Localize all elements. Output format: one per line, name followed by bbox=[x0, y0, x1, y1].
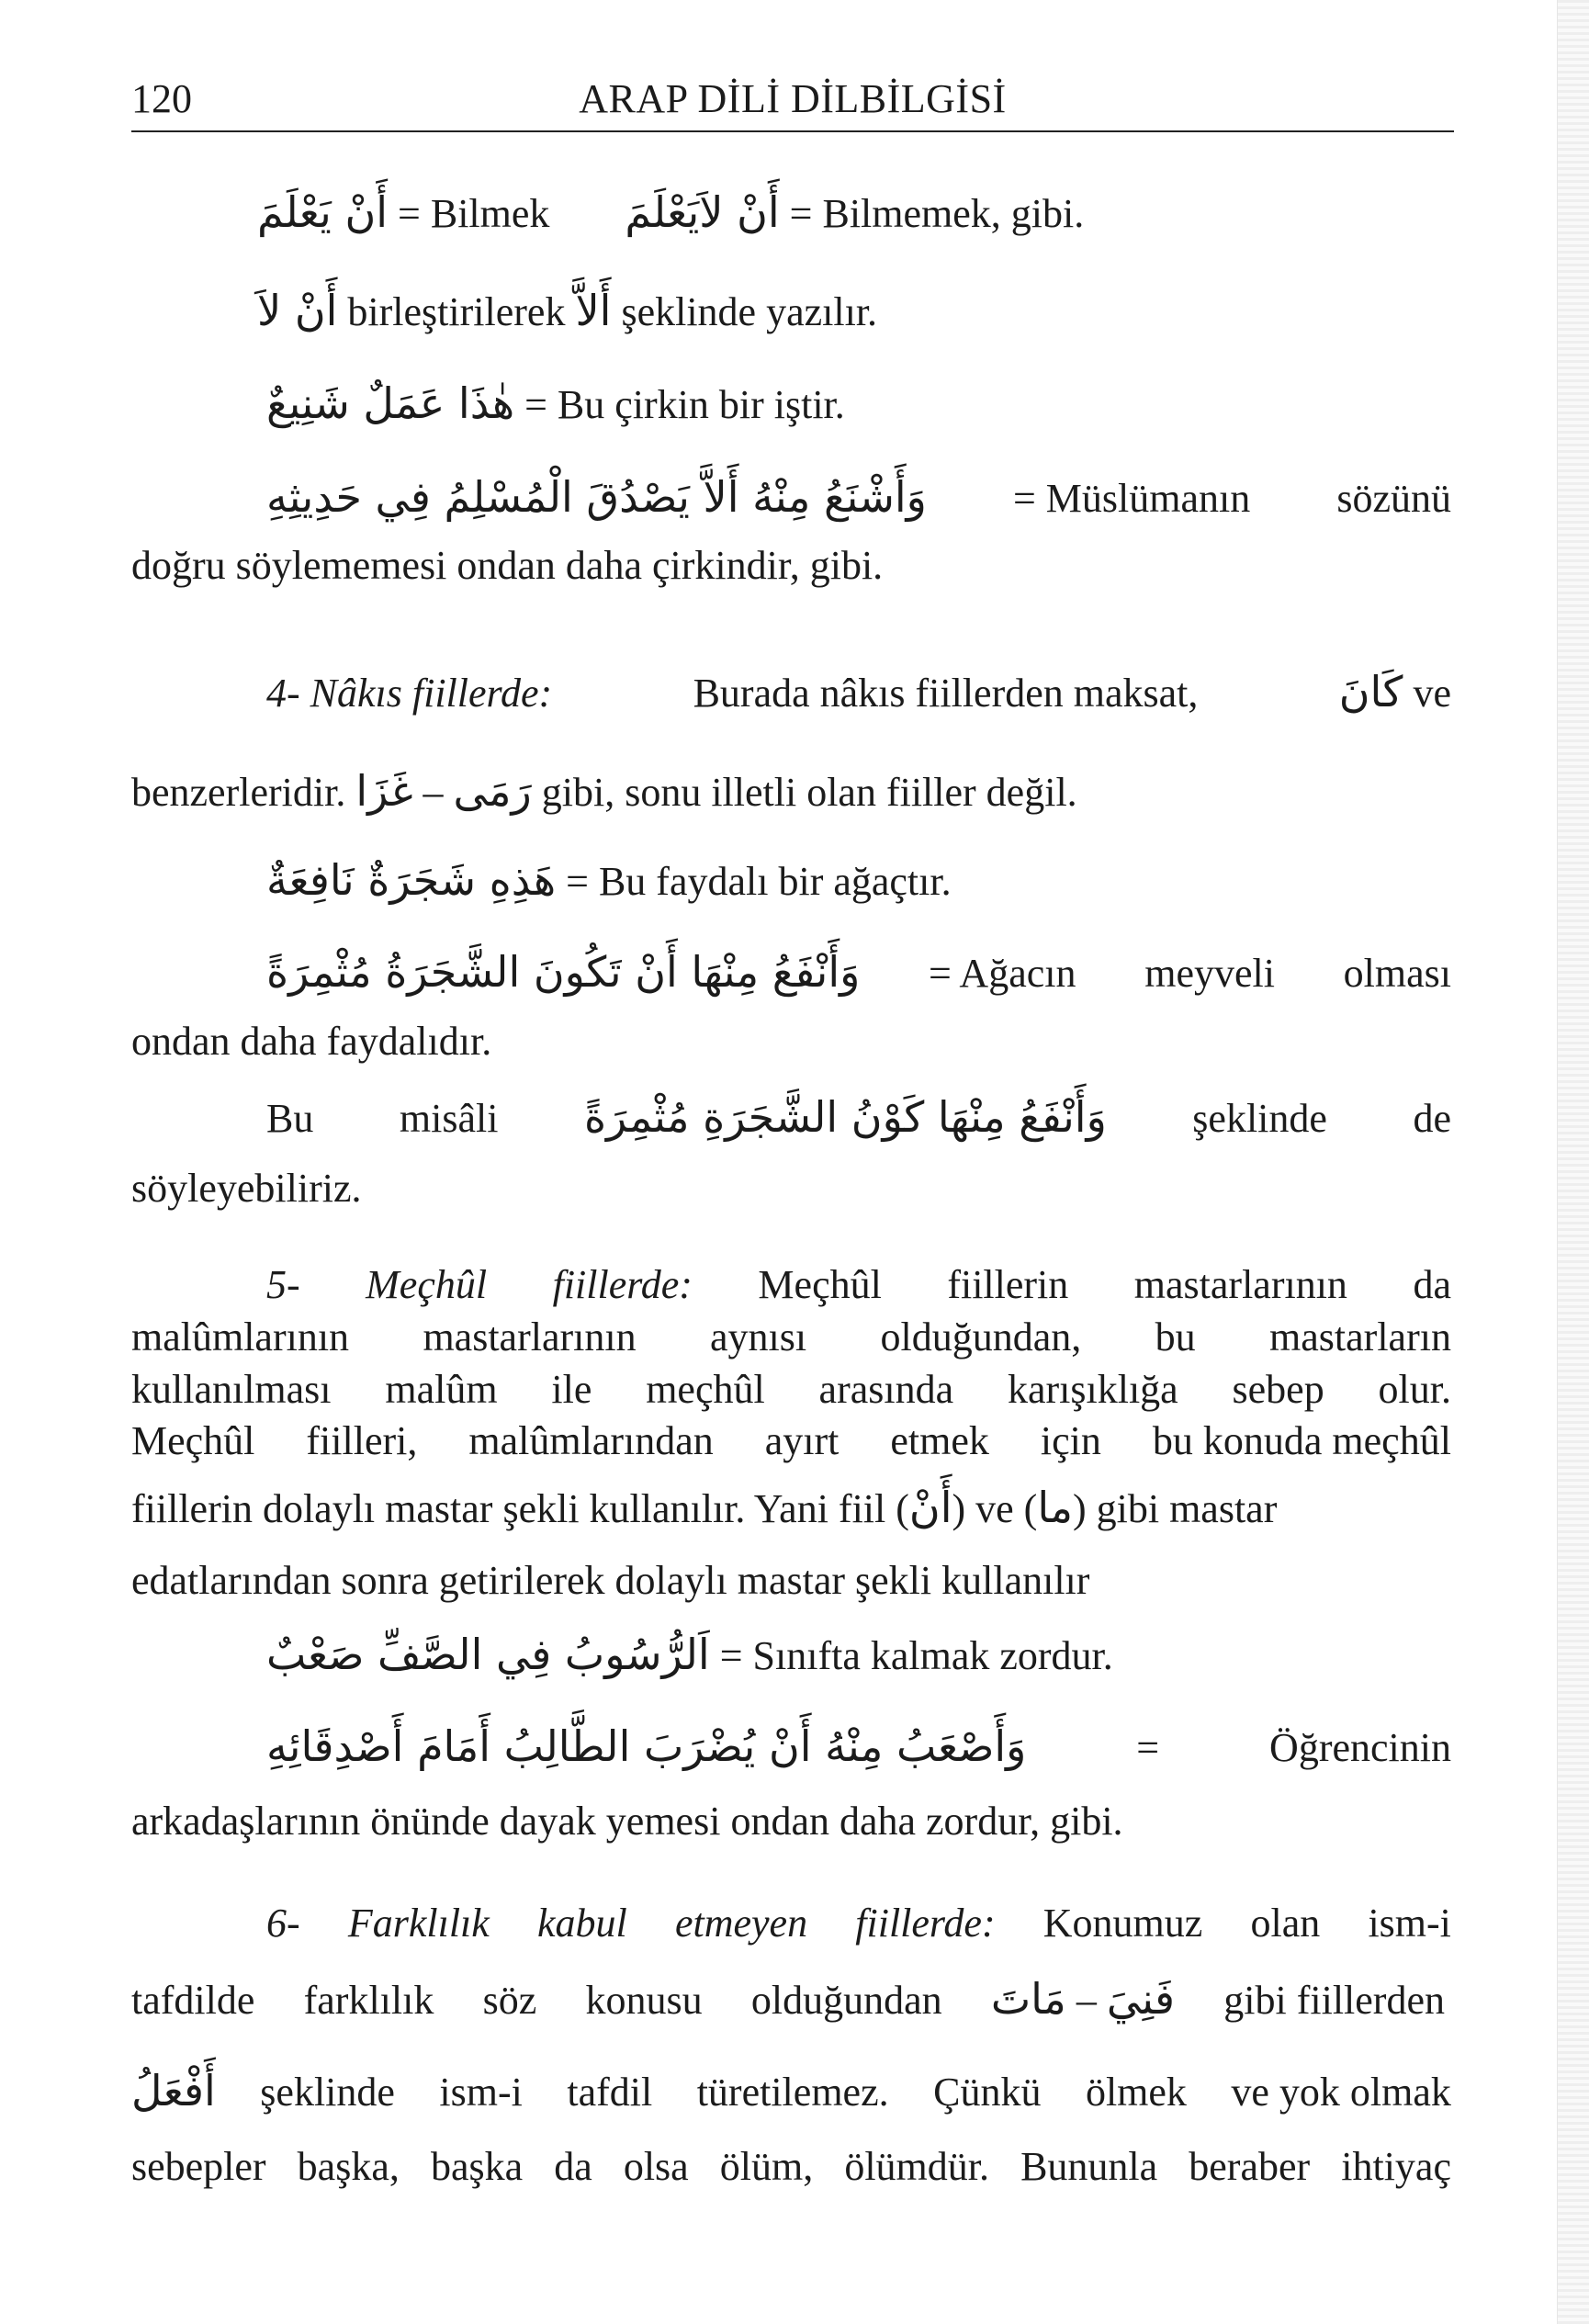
text: meyveli bbox=[1144, 951, 1275, 996]
text-line bbox=[266, 1900, 1451, 1947]
text: birleştirilerek bbox=[347, 289, 566, 334]
text: ism-i bbox=[439, 2070, 523, 2115]
text: benzerleridir. bbox=[131, 770, 346, 815]
text-line bbox=[266, 668, 1451, 717]
arabic-word: أَفْعَلُ bbox=[131, 2066, 216, 2115]
text: mastarların bbox=[1269, 1314, 1451, 1359]
text: tafdil bbox=[567, 2070, 653, 2115]
text: kullanılması bbox=[131, 1367, 332, 1412]
text: ve yok olmak bbox=[1231, 2070, 1451, 2115]
text-line bbox=[266, 1722, 1451, 1772]
text-line bbox=[257, 287, 877, 336]
text: – bbox=[423, 770, 444, 815]
section-heading: 4- Nâkıs fiillerde: bbox=[266, 671, 553, 716]
text: sözünü bbox=[1336, 476, 1451, 521]
section-heading: fiillerde: bbox=[855, 1901, 996, 1946]
text: olsa bbox=[623, 2144, 689, 2189]
text: Bu bbox=[266, 1096, 314, 1141]
arabic-phrase: أَنْ لاَ bbox=[257, 286, 338, 335]
text: olan bbox=[1250, 1901, 1321, 1946]
arabic-phrase: أَنْ لاَيَعْلَمَ bbox=[625, 187, 780, 237]
text: = Bilmek bbox=[398, 191, 550, 236]
arabic-phrase: وَأَشْنَعُ مِنْهُ أَلاَّ يَصْدُقَ الْمُسْلِمُ فِي حَدِيثِهِ bbox=[266, 472, 927, 522]
text-line bbox=[131, 2143, 1451, 2191]
text: konusu bbox=[585, 1978, 703, 2023]
text: ) ve ( bbox=[952, 1486, 1038, 1531]
text-line bbox=[131, 1314, 1451, 1361]
text: ölmek bbox=[1085, 2070, 1187, 2115]
text: Bununla bbox=[1020, 2144, 1158, 2189]
text-line: edatlarından sonra getirilerek dolaylı mastar şekli kullanılır bbox=[131, 1558, 1090, 1603]
page-edge bbox=[1557, 0, 1589, 2324]
text: ) gibi mastar bbox=[1072, 1486, 1278, 1531]
text: bu bbox=[1155, 1314, 1196, 1359]
arabic-word: كَانَ bbox=[1338, 667, 1403, 716]
text: ile bbox=[551, 1367, 592, 1412]
text: sebep bbox=[1232, 1367, 1324, 1412]
section-heading: fiillerde: bbox=[552, 1262, 693, 1307]
text: gibi, sonu illetli olan fiiller değil. bbox=[541, 770, 1077, 815]
text-line bbox=[266, 1093, 1451, 1143]
text: Öğrencinin bbox=[1269, 1725, 1451, 1770]
text: = Bu faydalı bir ağaçtır. bbox=[566, 859, 952, 904]
text: türetilemez. bbox=[696, 2070, 889, 2115]
text: olması bbox=[1343, 951, 1451, 996]
arabic-phrase: وَأَصْعَبُ مِنْهُ أَنْ يُضْرَبَ الطَّالِبُ أَمَامَ أَصْدِقَائِهِ bbox=[266, 1721, 1027, 1771]
text: da bbox=[554, 2144, 592, 2189]
section-heading: Meçhûl bbox=[366, 1262, 488, 1307]
text: = Bilmemek, gibi. bbox=[789, 191, 1085, 236]
arabic-word: ما bbox=[1037, 1483, 1073, 1532]
text: Meçhûl bbox=[758, 1262, 882, 1307]
text: beraber bbox=[1189, 2144, 1311, 2189]
text: başka bbox=[430, 2144, 524, 2189]
text-line: doğru söylememesi ondan daha çirkindir, gibi. bbox=[131, 543, 884, 588]
text: = Ağacın bbox=[929, 951, 1076, 996]
text: olduğundan bbox=[750, 1978, 942, 2023]
arabic-word: غَزَا bbox=[355, 766, 413, 816]
text-line bbox=[131, 767, 1077, 817]
text: = bbox=[1136, 1725, 1160, 1770]
text-line bbox=[266, 379, 845, 429]
text-line bbox=[131, 2067, 1451, 2116]
text: şeklinde bbox=[1192, 1096, 1327, 1141]
text-line bbox=[131, 1484, 1277, 1533]
text: malûmlarından bbox=[468, 1418, 714, 1463]
text: ihtiyaç bbox=[1341, 2144, 1451, 2189]
text: Burada nâkıs fiillerden maksat, bbox=[693, 671, 1199, 716]
text: arasında bbox=[818, 1367, 954, 1412]
text: mastarlarının bbox=[423, 1314, 637, 1359]
text: sebepler bbox=[131, 2144, 266, 2189]
text-line bbox=[131, 1366, 1451, 1414]
text: ölümdür. bbox=[844, 2144, 989, 2189]
arabic-phrase: وَأَنْفَعُ مِنْهَا كَوْنُ الشَّجَرَةِ مُثْمِرَةً bbox=[583, 1092, 1107, 1142]
text-line bbox=[131, 1417, 1451, 1465]
arabic-phrase: أَنْ يَعْلَمَ bbox=[257, 187, 389, 237]
arabic-phrase: هَذِهِ شَجَرَةٌ نَافِعَةٌ bbox=[266, 855, 557, 905]
text: ism-i bbox=[1368, 1901, 1451, 1946]
text: söz bbox=[482, 1978, 537, 2023]
text: Meçhûl bbox=[131, 1418, 255, 1463]
section-heading: Farklılık bbox=[347, 1901, 490, 1946]
arabic-word: فَنِيَ bbox=[1106, 1974, 1176, 2024]
text-line bbox=[266, 1630, 1113, 1680]
text: de bbox=[1413, 1096, 1451, 1141]
arabic-phrase: أَلاَّ bbox=[575, 286, 612, 335]
section-heading: 6- bbox=[266, 1901, 300, 1946]
arabic-phrase: وَأَنْفَعُ مِنْهَا أَنْ تَكُونَ الشَّجَرَةُ مُثْمِرَةً bbox=[266, 947, 861, 997]
text: şeklinde bbox=[260, 2070, 395, 2115]
text: bu konuda meçhûl bbox=[1152, 1418, 1451, 1463]
text: ve bbox=[1413, 671, 1451, 716]
text: aynısı bbox=[709, 1314, 807, 1359]
text: olduğundan, bbox=[880, 1314, 1082, 1359]
section-heading: kabul bbox=[537, 1901, 627, 1946]
text: Çünkü bbox=[933, 2070, 1042, 2115]
text: etmek bbox=[890, 1418, 989, 1463]
text: da bbox=[1413, 1262, 1451, 1307]
text: = Müslümanın bbox=[1012, 476, 1251, 521]
text: gibi fiillerden bbox=[1223, 1978, 1445, 2023]
text: fiilleri, bbox=[306, 1418, 418, 1463]
page-number: 120 bbox=[131, 76, 192, 121]
text: farklılık bbox=[303, 1978, 434, 2023]
text-line: söyleyebiliriz. bbox=[131, 1166, 362, 1211]
arabic-phrase: اَلرُّسُوبُ فِي الصَّفِّ صَعْبٌ bbox=[266, 1630, 710, 1679]
text: fiillerin bbox=[947, 1262, 1069, 1307]
text: mastarlarının bbox=[1133, 1262, 1347, 1307]
text: – bbox=[1076, 1978, 1097, 2023]
text-line bbox=[266, 473, 1451, 523]
arabic-phrase: هٰذَا عَمَلٌ شَنِيعٌ bbox=[266, 378, 515, 428]
text: ayırt bbox=[764, 1418, 840, 1463]
text-line bbox=[257, 188, 1084, 238]
text: karışıklığa bbox=[1007, 1367, 1178, 1412]
text: fiillerin dolaylı mastar şekli kullanılır. Yani fiil ( bbox=[131, 1486, 909, 1531]
text-line: arkadaşlarının önünde dayak yemesi ondan daha zordur, gibi. bbox=[131, 1799, 1123, 1844]
text: = Sınıfta kalmak zordur. bbox=[719, 1633, 1113, 1678]
text: malûmlarının bbox=[131, 1314, 350, 1359]
arabic-word: مَاتَ bbox=[990, 1974, 1066, 2024]
text-line bbox=[266, 948, 1451, 998]
page-header bbox=[131, 72, 1454, 132]
text: misâli bbox=[399, 1096, 499, 1141]
text-line bbox=[131, 1975, 1445, 2025]
text: meçhûl bbox=[646, 1367, 765, 1412]
text: Konumuz bbox=[1042, 1901, 1203, 1946]
section-heading: 5- bbox=[266, 1262, 300, 1307]
text-line bbox=[266, 856, 952, 906]
text: tafdilde bbox=[131, 1978, 255, 2023]
text: başka, bbox=[297, 2144, 400, 2189]
text: şeklinde yazılır. bbox=[621, 289, 878, 334]
arabic-word: رَمَى bbox=[453, 766, 532, 816]
text: ölüm, bbox=[719, 2144, 814, 2189]
section-heading: etmeyen bbox=[674, 1901, 808, 1946]
text-line: ondan daha faydalıdır. bbox=[131, 1019, 492, 1064]
running-title: ARAP DİLİ DİLBİLGİSİ bbox=[579, 76, 1007, 121]
text: için bbox=[1040, 1418, 1101, 1463]
arabic-word: أَنْ bbox=[908, 1483, 952, 1532]
text: = Bu çirkin bir iştir. bbox=[524, 382, 845, 427]
text: malûm bbox=[385, 1367, 498, 1412]
text: olur. bbox=[1378, 1367, 1451, 1412]
text-line bbox=[266, 1261, 1451, 1309]
